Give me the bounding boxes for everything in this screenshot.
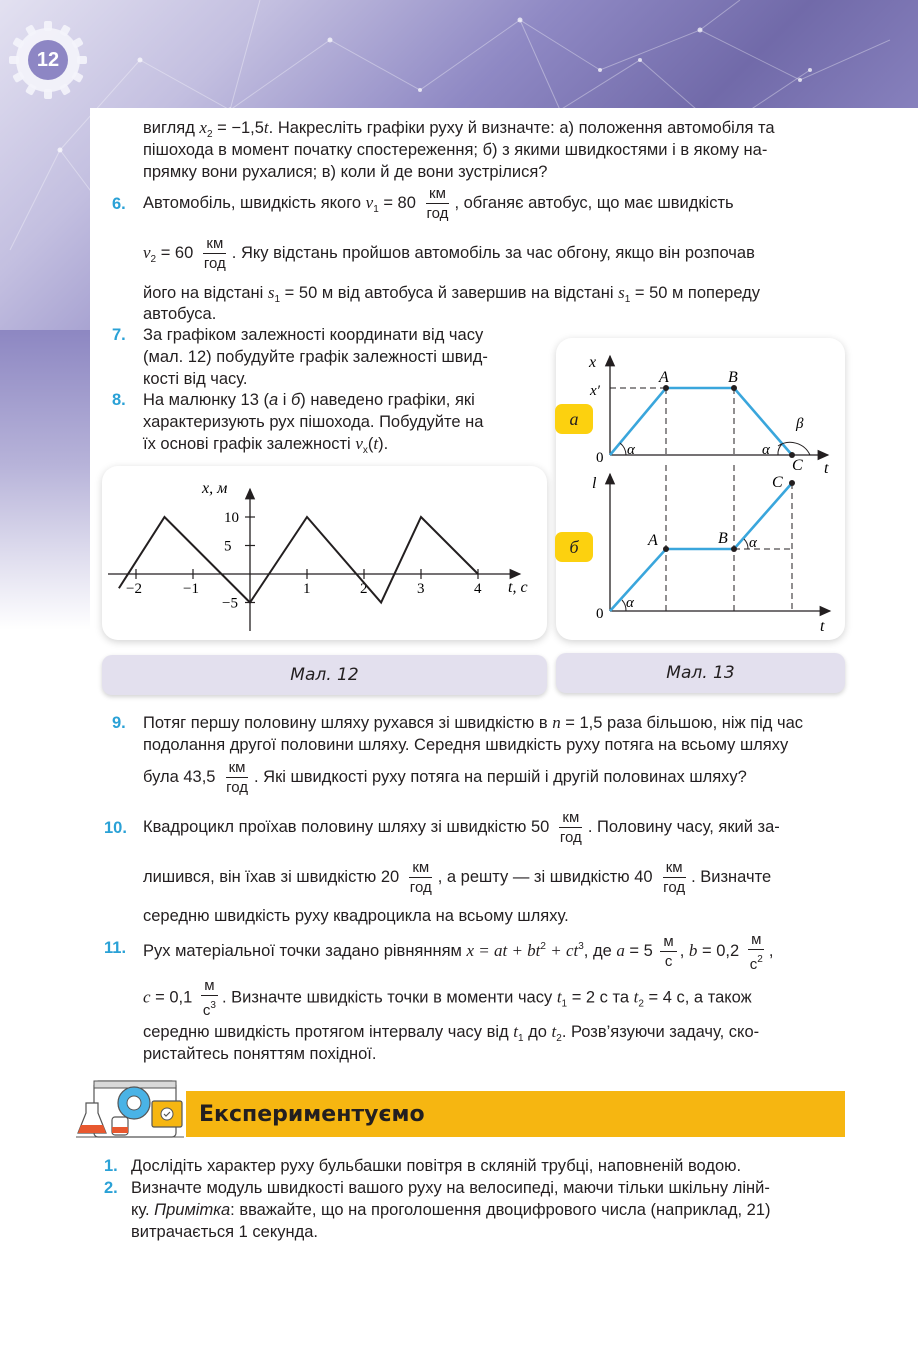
p10-line-1: Квадроцикл проїхав половину шляху зі швидкістю 50 $\frac{км}{\text{год}}$ . Половину часу, який за- [143,809,780,847]
y-tick-label: −5 [222,595,238,612]
figure-13-caption: Мал. 13 [556,653,845,693]
unit-kmh: $\frac{км}{\text{год}}$ [203,235,226,273]
x-tick-label: −1 [183,581,199,597]
experiment-2-line-2: ку. Примітка: вважайте, що на проголошення двоцифрового числа (наприклад, 21) [131,1201,771,1219]
p9-line-1: Потяг першу половину шляху рухався зі швидкістю в n = 1,5 раза більшою, ніж під час [143,713,804,732]
x-axis-label: t, с [508,579,528,596]
graph-b [592,465,830,635]
experiment-2-line-3: витрачається 1 секунда. [131,1223,318,1241]
p7-line-3: кості від часу. [143,370,248,388]
lab-experiment-icon [72,1073,190,1145]
svg-text:0: 0 [596,450,604,466]
p7-line-1: За графіком залежності координати від часу [143,326,484,344]
p6-line-2: $v_2 = 60$ $\frac{км}{\text{год}}$ . Яку відстань пройшов автомобіль за час обгону, якщо він розпочав [143,235,755,273]
figure-12-chart [102,466,547,640]
svg-text:β: β [796,416,804,432]
x-tick-label: −2 [126,581,142,597]
problem-number-7: 7. [112,326,126,344]
p5-line-3: прямку вони рухалися; в) коли й де вони зустрілися? [143,163,548,181]
svg-text:t: t [824,460,829,477]
y-tick-label: 5 [224,538,232,555]
unit-kmh: $\frac{км}{\text{год}}$ [663,859,686,897]
p5-line-2: пішохода в момент початку спостереження; б) з якими швидкостями і в якому на- [143,141,768,159]
svg-text:C: C [772,474,783,491]
p8-line-1: На малюнку 13 (а і б) наведено графіки, які [143,391,475,409]
problem-number-10: 10. [104,819,127,837]
svg-text:B: B [718,530,728,547]
svg-text:A: A [659,369,669,386]
problem-number-6: 6. [112,195,126,213]
svg-text:α: α [626,595,634,611]
svg-text:α: α [762,442,770,458]
experiment-2-line-1: Визначте модуль швидкості вашого руху на велосипеді, маючи тільки шкільну лінй- [131,1179,770,1197]
svg-text:C: C [792,457,803,474]
experiment-number-1: 1. [104,1157,118,1175]
x-tick-label: 4 [474,581,482,597]
figure-13-graphs [556,338,845,640]
graph-b-line [610,483,792,611]
x-tick-label: 2 [360,581,368,597]
svg-text:α: α [749,535,757,551]
graph-a-tag: а [555,404,593,434]
unit-kmh: $\frac{км}{\text{год}}$ [559,809,582,847]
graph-b-tag: б [555,532,593,562]
p6-line-3: його на відстані $s_1 = 50$ м від автобуса й завершив на відстані $s_1 = 50$ м попереду [143,283,761,305]
p11-line-1: Рух матеріальної точки задано рівнянням x = at + $bt^2 + ct^3$, де a = 5 $\frac{м}{с}$ , b = 0,2 $\frac{м}{с^2}$ , [143,930,774,973]
x-tick-label: 3 [417,581,425,597]
unit-m-per-s: $\frac{м}{с}$ [660,932,676,971]
p10-line-2: лишився, він їхав зі швидкістю 20 $\frac{км}{\text{год}}$ , а решту — зі швидкістю 40 $\frac{км}{\text{год}}$ . Визначте [143,859,772,897]
page-number: 12 [36,48,60,71]
p11-line-2: c = 0,1 $\frac{м}{с^3}$ . Визначте швидкість точки в моменти часу $t_1 = 2$ с та $t_2 = 4$ с, а також [143,977,752,1019]
problem-number-8: 8. [112,391,126,409]
p10-line-3: середню швидкість руху квадроцикла на всьому шляху. [143,907,569,925]
svg-text:α: α [627,442,635,458]
x-tick-label: 1 [303,581,311,597]
problem-number-9: 9. [112,714,126,732]
experiment-1-line-1: Дослідіть характер руху бульбашки повітря в скляній трубці, наповненій водою. [131,1157,742,1175]
svg-text:x′: x′ [590,383,600,399]
p11-line-4: ристайтесь поняттям похідної. [143,1045,377,1063]
figure-12-caption: Мал. 12 [102,655,547,695]
unit-m-per-s2: $\frac{м}{с^2}$ [749,930,763,973]
unit-kmh: $\frac{км}{\text{год}}$ [426,185,449,223]
p8-line-2: характеризують рух пішохода. Побудуйте на [143,413,484,431]
unit-kmh: $\frac{км}{\text{год}}$ [226,759,248,797]
svg-text:B: B [728,369,738,386]
y-axis-label: x, м [202,480,228,497]
side-gradient [0,330,90,630]
y-tick-label: 10 [224,510,239,526]
experiment-title: Експериментуємо [199,1101,425,1127]
svg-text:t: t [820,618,825,635]
unit-m-per-s3: $\frac{м}{с^3}$ [202,977,216,1019]
p5-line-1: вигляд $x_2 = -1,5t$. Накресліть графіки руху й визначте: а) положення автомобіля та [143,118,775,140]
p11-line-3: середню швидкість протягом інтервалу часу від $t_1$ до $t_2$. Розв’язуючи задачу, ско- [143,1022,760,1044]
p7-line-2: (мал. 12) побудуйте графік залежності швид- [143,348,488,366]
svg-text:A: A [648,532,658,549]
svg-text:0: 0 [596,606,604,622]
graph-a [588,354,829,477]
p9-line-3: була 43,5 $\frac{км}{\text{год}}$ . Які швидкості руху потяга на першій і другій половинах шляху? [143,759,747,797]
svg-text:x: x [589,354,597,371]
problem-number-11: 11. [104,939,127,957]
p8-line-3: їх основі графік залежності $v_x(t)$. [143,434,389,456]
experiment-number-2: 2. [104,1179,118,1197]
p9-line-2: подолання другої половини шляху. Середня швидкість руху потяга на всьому шляху [143,736,789,754]
unit-kmh: $\frac{км}{\text{год}}$ [409,859,432,897]
p6-line-1: Автомобіль, швидкість якого $v_1 = 80$ $\frac{км}{\text{год}}$ , обганяє автобус, що має швидкість [143,185,734,223]
p6-line-4: автобуса. [143,305,217,323]
svg-text:l: l [592,475,597,492]
